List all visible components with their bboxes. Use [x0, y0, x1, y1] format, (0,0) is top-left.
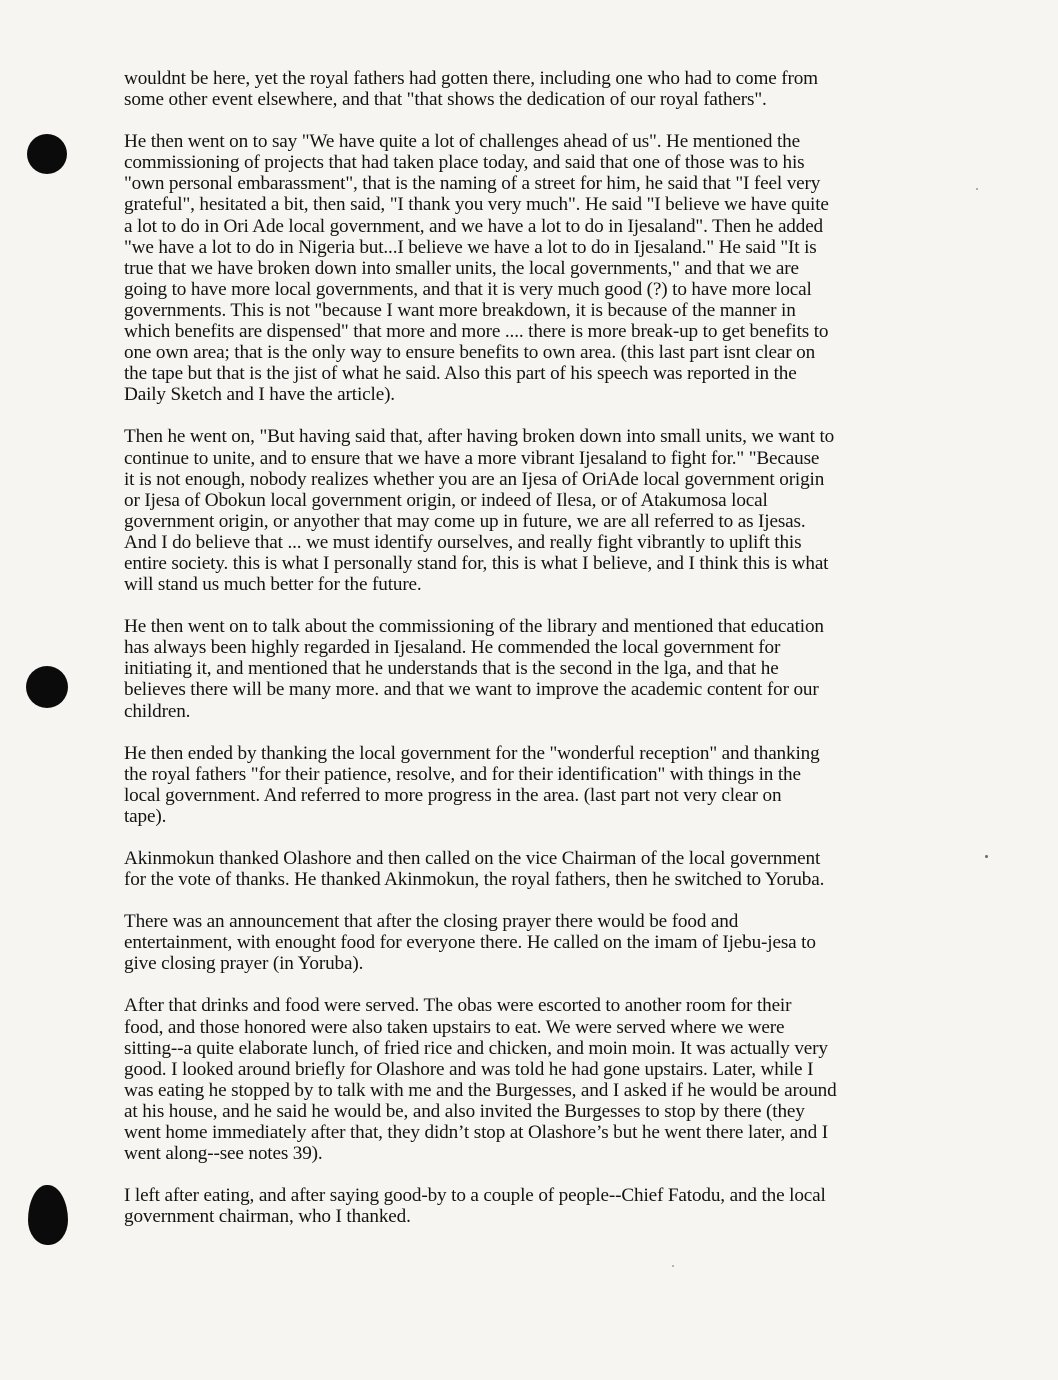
- text-line: food, and those honored were also taken upstairs to eat. We were served where we were: [124, 1016, 785, 1038]
- text-line: the royal fathers "for their patience, resolve, and for their identification" with things in the: [124, 763, 801, 785]
- text-line: I left after eating, and after saying good-by to a couple of people--Chief Fatodu, and the local: [124, 1185, 826, 1207]
- text-line: one own area; that is the only way to ensure benefits to own area. (this last part isnt clear on: [124, 342, 816, 364]
- text-line: went home immediately after that, they didn’t stop at Olashore’s but he went there later, and I: [124, 1122, 828, 1144]
- text-line: He then ended by thanking the local government for the "wonderful reception" and thanking: [124, 742, 820, 764]
- text-line: sitting--a quite elaborate lunch, of fried rice and chicken, and moin moin. It was actually very: [124, 1037, 828, 1059]
- text-line: commissioning of projects that had taken place today, and said that one of those was to his: [124, 152, 805, 174]
- text-line: tape).: [124, 805, 167, 827]
- punch-hole-bottom: [28, 1185, 68, 1245]
- text-line: Akinmokun thanked Olashore and then called on the vice Chairman of the local government: [124, 848, 821, 869]
- text-line: which benefits are dispensed" that more and more .... there is more break-up to get benefits to: [124, 321, 829, 343]
- paragraph: [124, 1185, 954, 1227]
- text-line: give closing prayer (in Yoruba).: [124, 953, 364, 975]
- text-line: true that we have broken down into smaller units, the local governments," and that we are: [124, 257, 799, 279]
- text-line: local government. And referred to more progress in the area. (last part not very clear on: [124, 784, 782, 806]
- text-line: continue to unite, and to ensure that we have a more vibrant Ijesaland to fight for." "Because: [124, 447, 820, 469]
- text-line: the tape but that is the jist of what he said. Also this part of his speech was reported in the: [124, 363, 797, 385]
- text-line: at his house, and he said he would be, and also invited the Burgesses to stop by there (they: [124, 1100, 805, 1122]
- text-line: He then went on to talk about the commissioning of the library and mentioned that education: [124, 616, 824, 638]
- paragraph: [124, 848, 954, 890]
- text-line: Then he went on, "But having said that, after having broken down into small units, we want to: [124, 426, 835, 448]
- text-line: entire society. this is what I personally stand for, this is what I believe, and I think this is what: [124, 552, 829, 574]
- text-line: will stand us much better for the future.: [124, 574, 422, 596]
- text-line: a lot to do in Ori Ade local government, and we have a lot to do in Ijesaland". Then he added: [124, 215, 824, 237]
- paragraph: [124, 131, 954, 405]
- paper-speck: [672, 1265, 674, 1267]
- text-line: believes there will be many more. and that we want to improve the academic content for our: [124, 679, 819, 701]
- text-line: "own personal embarassment", that is the naming of a street for him, he said that "I feel very: [124, 173, 821, 195]
- text-line: or Ijesa of Obokun local government origin, or indeed of Ilesa, or of Atakumosa local: [124, 489, 768, 511]
- text-line: for the vote of thanks. He thanked Akinmokun, the royal fathers, then he switched to Yoruba.: [124, 869, 825, 891]
- paragraph: [124, 743, 954, 827]
- paragraph: [124, 911, 954, 974]
- text-line: He then went on to say "We have quite a lot of challenges ahead of us". He mentioned the: [124, 131, 800, 153]
- typed-notes-body: [124, 68, 954, 1248]
- text-line: grateful", hesitated a bit, then said, "I thank you very much". He said "I believe we have quite: [124, 194, 829, 216]
- text-line: good. I looked around briefly for Olashore and was told he had gone upstairs. Later, while I: [124, 1058, 814, 1080]
- text-line: Daily Sketch and I have the article).: [124, 384, 395, 406]
- text-line: government chairman, who I thanked.: [124, 1206, 411, 1228]
- text-line: children.: [124, 700, 191, 722]
- text-line: "we have a lot to do in Nigeria but...I believe we have a lot to do in Ijesaland." He said "It is: [124, 236, 817, 258]
- text-line: wouldnt be here, yet the royal fathers had gotten there, including one who had to come from: [124, 68, 818, 89]
- text-line: going to have more local governments, and that it is very much good (?) to have more local: [124, 278, 812, 300]
- text-line: After that drinks and food were served. The obas were escorted to another room for their: [124, 995, 792, 1017]
- punch-hole-top: [27, 134, 67, 174]
- punch-hole-middle: [26, 666, 68, 708]
- text-line: it is not enough, nobody realizes whether you are an Ijesa of OriAde local government origin: [124, 468, 825, 490]
- text-line: was eating he stopped by to talk with me and the Burgesses, and I asked if he would be around: [124, 1079, 837, 1101]
- text-line: went along--see notes 39).: [124, 1143, 323, 1165]
- text-line: initiating it, and mentioned that he understands that is the second in the lga, and that he: [124, 658, 779, 680]
- text-line: There was an announcement that after the closing prayer there would be food and: [124, 911, 739, 933]
- text-line: government origin, or anyother that may come up in future, we are all referred to as Ijesas.: [124, 510, 806, 532]
- text-line: governments. This is not "because I want more breakdown, it is because of the manner in: [124, 299, 796, 321]
- text-line: entertainment, with enought food for everyone there. He called on the imam of Ijebu-jesa to: [124, 932, 816, 954]
- paragraph: [124, 68, 954, 110]
- text-line: And I do believe that ... we must identify ourselves, and really fight vibrantly to uplift this: [124, 531, 802, 553]
- paragraph: [124, 616, 954, 721]
- paragraph: [124, 995, 954, 1164]
- text-line: some other event elsewhere, and that "that shows the dedication of our royal fathers".: [124, 89, 767, 111]
- paper-speck: [976, 188, 978, 190]
- paragraph: [124, 426, 954, 595]
- paper-speck: [985, 855, 988, 858]
- text-line: has always been highly regarded in Ijesaland. He commended the local government for: [124, 637, 781, 659]
